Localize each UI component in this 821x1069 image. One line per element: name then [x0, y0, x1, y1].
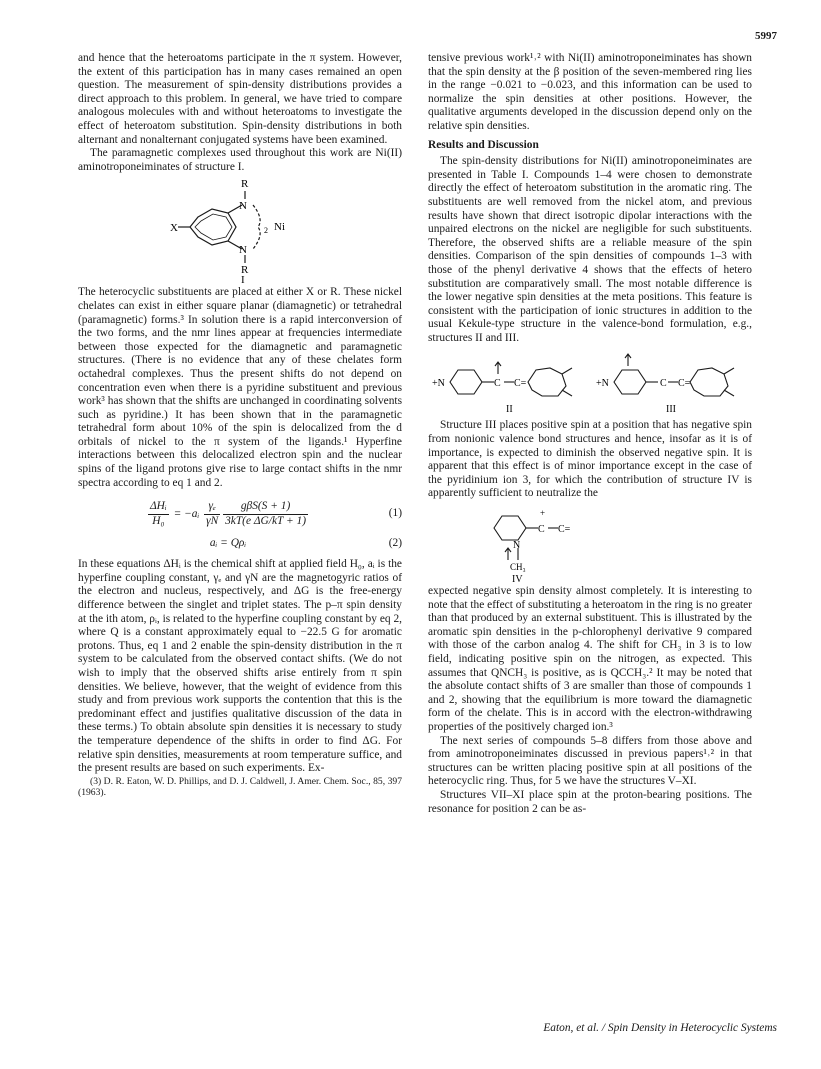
- n-plus-label: +N: [432, 378, 445, 390]
- right-column: [428, 52, 752, 816]
- equation-2: [78, 536, 402, 552]
- equation-number: (1): [388, 507, 402, 520]
- c-double-label: C=: [514, 378, 527, 390]
- left-column: [78, 52, 402, 799]
- equation-middle: = −aᵢ: [173, 507, 200, 520]
- rhs-denominator: 3kT(e ΔG/kT + 1): [225, 514, 307, 527]
- c-label: C: [538, 524, 545, 536]
- ni-label: Ni: [274, 221, 285, 234]
- footnote: (3) D. R. Eaton, W. D. Phillips, and D. J. Caldwell, J. Amer. Chem. Soc., 85, 397 (1963).: [78, 775, 402, 799]
- structure-label-I: I: [241, 274, 245, 284]
- page-number: 5997: [755, 30, 777, 42]
- structures-II-III-drawing: [428, 348, 752, 416]
- paragraph: and hence that the heteroatoms participate in the π system. However, the extent of this participation has in many cases remained an open question. The measurement of spin-density distributions provides a direct approach to this problem. In general, we have tried to compare analogous molecules with and without heteroatoms to investigate the effect of heteroatom substitution. Spin-density distributions in both alternant and nonalternant conjugated systems have been examined.: [78, 52, 402, 146]
- c-double-label: C=: [678, 378, 691, 390]
- paragraph: tensive previous work¹˒² with Ni(II) aminotroponeiminates has shown that the spin density at the β position of the seven-membered ring lies in the range −0.021 to −0.023, and this information can be used to normalize the spin densities at other positions. However, the qualitative arguments developed in the discussion depend only on the relative spin densities.: [428, 52, 752, 132]
- paragraph: Structures VII–XI place spin at the proton-bearing positions. The resonance for position 2 can be as-: [428, 788, 752, 815]
- plus-charge: +: [540, 508, 546, 519]
- n-top-label: N: [239, 200, 247, 213]
- paragraph: The heterocyclic substituents are placed at either X or R. These nickel chelates can exist in either square planar (diamagnetic) or tetrahedral (paramagnetic) forms.³ In solution there is a rapid interconversion of the two forms, and the nmr lines appear at frequencies intermediate between those expected for the diamagnetic and paramagnetic structures. (There is no evidence that any of these chelates form octahedral complexes. Thus the present shifts do not depend on concentration even when there is a pyridine substituent and previous work³ has shown that the shifts are unchanged in coordinating solvents such as pyridine.) It has been shown that in the paramagnetic tetrahedral form about 10% of the spin is delocalized from the d orbitals of nickel to the π system of the ligands.¹ Hyperfine interactions between this delocalized electron spin and the nuclear spins of the ligand protons give rise to large contact shifts in the nmr spectra according to eq 1 and 2.: [78, 286, 402, 489]
- ch3-label: CH₃: [510, 562, 526, 573]
- paragraph: The spin-density distributions for Ni(II) aminotroponeiminates are presented in Table I. Compounds 1–4 were chosen to demonstrate directly the effect of heteroatom substitution in the aromatic ring. The substituents are well removed from the nickel atom, and previous results have shown that direct isotropic dipolar interactions with the unpaired electrons on the nickel are negligible for such substituents. Therefore, the observed shifts are a reliable measure of the spin densities. Comparison of the spin densities of compounds 1–3 with those of the phenyl derivative 4 shows that the effects of hetero substitution are comparatively small. The most notable difference is the lower negative spin densities at the meta positions. This feature is consistent with the participation of ionic structures in addition to the usual Kekule-type structure in the valence-bond formulation, e.g., structures II and III.: [428, 155, 752, 344]
- paragraph: expected negative spin density almost completely. It is interesting to note that the effect of substituting a heteroatom in the ring is no greater than that produced by an external substituent. This is illustrated by the aromatic spin densities in the p-chlorophenyl derivative 9 compared with those of the carbon analog 4. The shift for CH₃ in 3 is to low field, indicating positive spin on the nitrogen, as expected. This assumes that QNCH₃ is positive, as is QCCH₃.² It may be noted that the absolute contact shifts of 3 are smaller than those of compounds 1 and 2, showing that the equilibrium is more toward the diamagnetic form of the chelate. This is in accord with the electron-withdrawing properties of the positively charged ion.³: [428, 585, 753, 733]
- paragraph: The paramagnetic complexes used throughout this work are Ni(II) aminotroponeiminates of structure I.: [78, 147, 402, 173]
- structure-label-II: II: [506, 404, 513, 416]
- rhs-fraction: [223, 500, 308, 528]
- gamma-denominator: γN: [206, 514, 219, 527]
- n-label: N: [513, 540, 521, 552]
- section-heading: Results and Discussion: [428, 138, 539, 151]
- c-label: C: [494, 378, 501, 390]
- paragraph: Structure III places positive spin at a position that has negative spin from nonionic valence bond structures and hence, insofar as it is of importance, is expected to diminish the observed negative spin. It is apparent that this effect is of minor importance except in the case of the pyridinium ion 3, for which the contribution of structure IV is apparently sufficient to neutralize the: [428, 419, 752, 500]
- structure-IV-figure: [428, 504, 752, 582]
- structure-I-drawing: [78, 177, 402, 283]
- structure-I-figure: [78, 177, 402, 283]
- subscript-2: 2: [264, 226, 268, 236]
- r-bottom-label: R: [241, 264, 249, 277]
- n-bottom-label: N: [239, 244, 247, 257]
- paragraph: The next series of compounds 5–8 differs from those above and from aminotroponeiminates discussed in previous papers¹˒² in that structures can be written placing positive spin at all positions of the heterocyclic ring. Thus, for 5 we have the structures V–XI.: [428, 734, 752, 788]
- structures-II-III-figure: [428, 348, 752, 416]
- lhs-fraction: [148, 500, 169, 528]
- r-top-label: R: [241, 178, 249, 191]
- equation-1-body: [78, 500, 378, 528]
- x-substituent-label: X: [170, 222, 178, 235]
- gamma-numerator: γₑ: [204, 500, 220, 515]
- c-double-label: C=: [558, 524, 571, 536]
- running-footer: Eaton, et al. / Spin Density in Heterocyclic Systems: [543, 1022, 777, 1034]
- paragraph: In these equations ΔHᵢ is the chemical shift at applied field H₀, aᵢ is the hyperfine coupling constant, γₑ and γN are the magnetogyric ratios of the electron and nucleus, respectively, and ΔG is the free-energy difference between the singlet and triplet states. The p–π spin density at the ith atom, ρᵢ, is related to the hyperfine coupling constant by eq 2, where Q is a constant approximately equal to −22.5 G for aromatic protons. Thus, eq 1 and 2 enable the spin-density distribution in the π system to be calculated from the observed contact shifts. (We do not wish to imply that the observed shifts arise entirely from π spin densities. We believe, however, that the weight of evidence from this study and from previous work supports the contention that this is the predominant effect and justifies qualitative discussion of the data in these terms.) To obtain absolute spin densities it is necessary to study the temperature dependence of the shifts in order to find ΔG. For relative spin densities, measurements at room temperature suffice, and the present results are based on such experiments. Ex-: [78, 558, 402, 775]
- structure-IV-drawing: [428, 504, 752, 582]
- rhs-numerator: gβS(S + 1): [223, 500, 308, 515]
- equation-number: (2): [388, 537, 402, 550]
- structure-label-III: III: [666, 404, 676, 416]
- lhs-denominator: H₀: [152, 514, 165, 527]
- n-plus-label: +N: [596, 378, 609, 390]
- structure-label-IV: IV: [512, 574, 523, 583]
- gamma-fraction: [204, 500, 220, 528]
- equation-2-body: aᵢ = Qρᵢ: [209, 537, 247, 550]
- lhs-numerator: ΔHᵢ: [148, 500, 169, 515]
- c-label: C: [660, 378, 667, 390]
- equation-1: [78, 496, 402, 532]
